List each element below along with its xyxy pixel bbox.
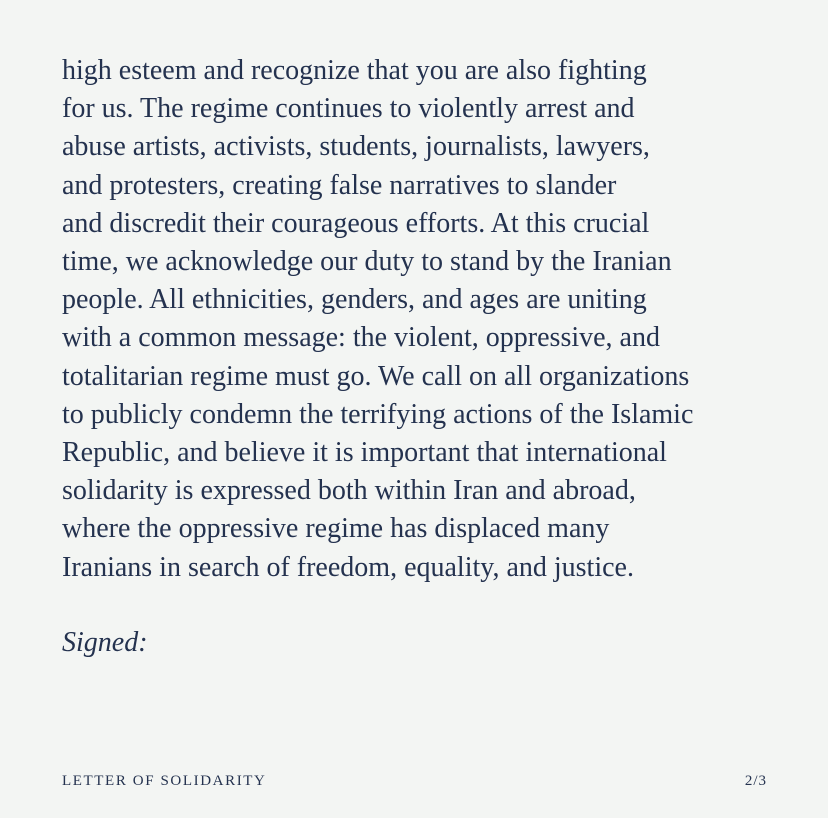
letter-body: [62, 52, 802, 587]
page-indicator: 2/3: [744, 773, 767, 789]
body-line: Iranians in search of freedom, equality, and justice.: [62, 551, 634, 583]
body-line: high esteem and recognize that you are also fighting: [62, 55, 647, 86]
signed-label: Signed:: [62, 627, 148, 658]
body-line: time, we acknowledge our duty to stand by the Iranian: [62, 246, 672, 278]
body-line: to publicly condemn the terrifying actions of the Islamic: [62, 398, 694, 430]
body-line: where the oppressive regime has displaced many: [62, 513, 610, 545]
body-line: with a common message: the violent, oppressive, and: [62, 322, 660, 354]
body-line: solidarity is expressed both within Iran and abroad,: [62, 475, 636, 507]
body-line: Republic, and believe it is important that international: [62, 437, 667, 469]
body-line: totalitarian regime must go. We call on all organizations: [62, 360, 690, 392]
body-line: and protesters, creating false narratives to slander: [62, 169, 617, 201]
body-line: and discredit their courageous efforts. At this crucial: [62, 207, 650, 239]
footer-document-title: LETTER OF SOLIDARITY: [62, 773, 267, 789]
body-line: abuse artists, activists, students, journalists, lawyers,: [62, 131, 650, 163]
body-line: for us. The regime continues to violently arrest and: [62, 93, 635, 125]
body-line: people. All ethnicities, genders, and ages are uniting: [62, 284, 647, 316]
